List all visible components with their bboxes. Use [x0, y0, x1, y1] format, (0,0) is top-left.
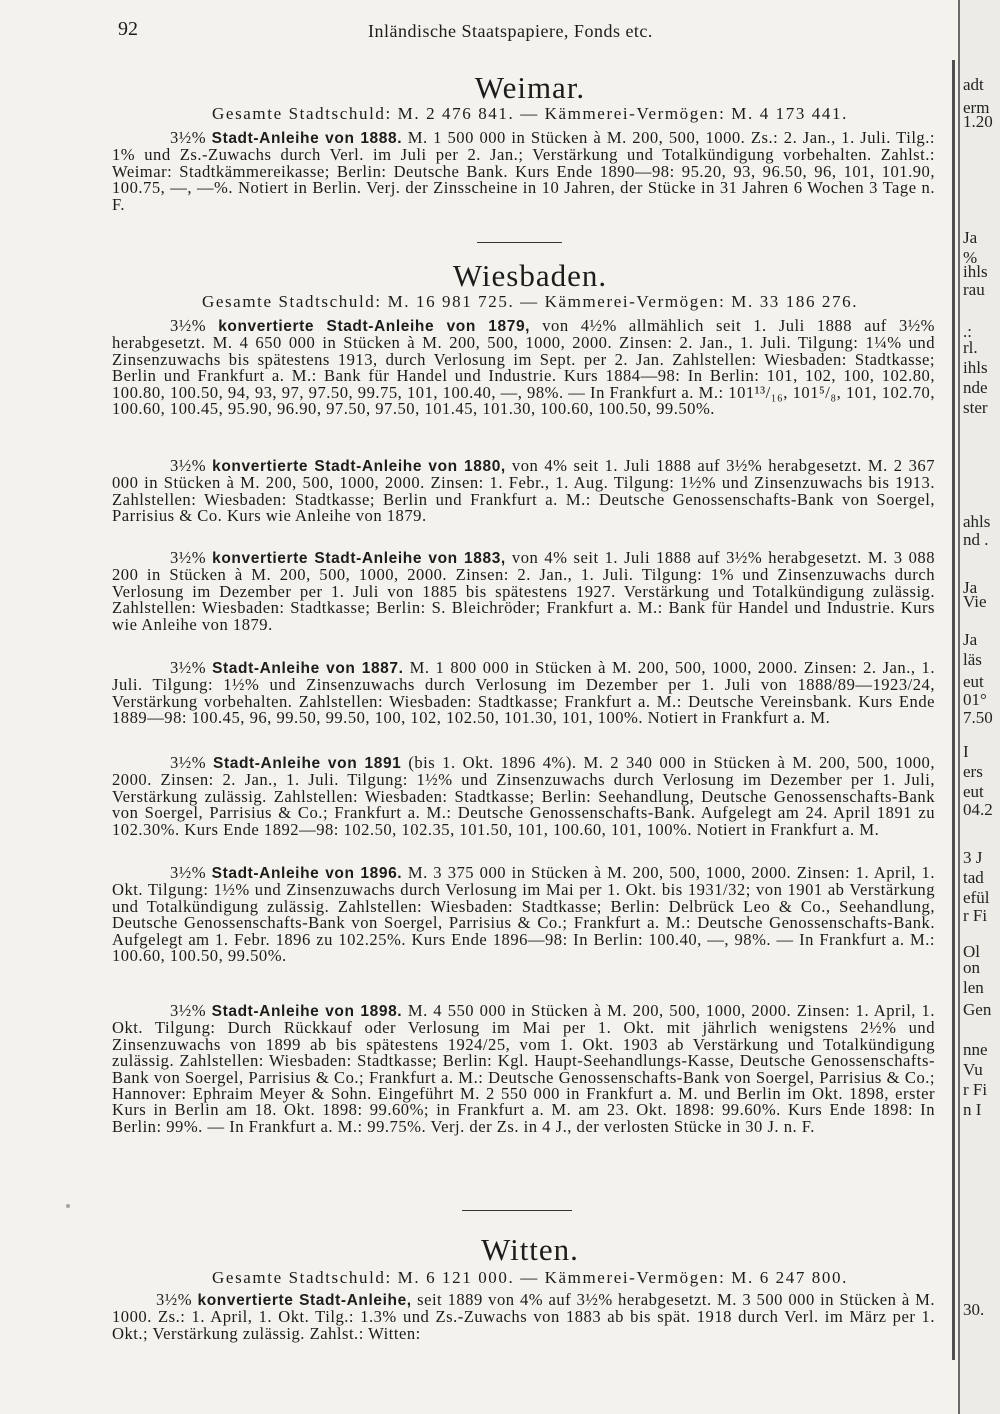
- debt-summary-witten: Gesamte Stadtschuld: M. 6 121 000. — Kämmerei-Vermögen: M. 6 247 800.: [212, 1268, 848, 1287]
- adjacent-page-fragment: nde: [963, 378, 988, 397]
- loan-title: Stadt-Anleihe von 1891: [213, 755, 402, 772]
- adjacent-page-fragment: erm: [963, 98, 990, 117]
- interest-rate: 3½%: [156, 1290, 193, 1309]
- adjacent-page-fragment: nne: [963, 1040, 988, 1059]
- loan-entry: [112, 130, 935, 213]
- section-title-wiesbaden: Wiesbaden.: [452, 258, 608, 293]
- section-divider: [462, 1210, 572, 1211]
- debt-summary-wiesbaden: Gesamte Stadtschuld: M. 16 981 725. — Kämmerei-Vermögen: M. 33 186 276.: [201, 292, 859, 311]
- adjacent-page-fragment: ster: [963, 398, 988, 417]
- loan-details: M. 3 375 000 in Stücken à M. 200, 500, 1000, 2000. Zinsen: 1. April, 1. Okt. Tilgung: 1½% und Zinsenzuwachs durch Verlosung im Mai per 1. Okt. bis 1931/32; von 1901 ab Verstärkung und Totalkündigung zulässig. Zahlstellen: Wiesbaden: Stadtkasse; Berlin: Delbrück Leo & Co., Seehandlung, Deutsche Genossenschafts-Bank von Soergel, Parrisius & Co.; Frankfurt a. M.: Deutsche Genossenschafts-Bank. Aufgelegt am 1. Febr. 1896 zu 102.25%. Kurs Ende 1896—98: In Berlin: 100.40, —, 98%. — In Frankfurt a. M.: 100.60, 100.50, 99.50%.: [112, 863, 935, 966]
- loan-details: seit 1889 von 4% auf 3½% herabgesetzt. M. 3 500 000 in Stücken à M. 1000. Zs.: 1. April, 1. Okt. Tilg.: 1.3% und Zs.-Zuwachs von 1883 ab bis spät. 1918 durch Verl. im März per 1. Okt.; Verstärkung zulässig. Zahlst.: Witten:: [112, 1290, 935, 1343]
- adjacent-page-fragment: ahls: [963, 512, 991, 531]
- interest-rate: 3½%: [170, 128, 207, 147]
- interest-rate: 3½%: [170, 456, 207, 475]
- loan-entry: [112, 1003, 935, 1135]
- loan-title: konvertierte Stadt-Anleihe von 1880,: [212, 458, 506, 475]
- loan-details: von 4½% allmählich seit 1. Juli 1888 auf 3½% herabgesetzt. M. 4 650 000 in Stücken à M. 200, 500, 1000, 2000. Zinsen: 2. Jan., 1. Juli. Tilgung: 1¼% und Zinsenzuwachs bis spätestens 1913, durch Verlosung im Sept. per 2. Jan. Zahlstellen: Wiesbaden: Stadtkasse; Berlin und Frankfurt a. M.: Bank für Handel und Industrie. Kurs 1884—98: In Berlin: 101, 102, 100, 102.80, 100.80, 100.50, 94, 93, 97, 97.50, 99.75, 101, 100.40, —, 98%. — In Frankfurt a. M.: 101¹³/₁₆, 101⁵/₈, 101, 102.70, 100.60, 100.45, 95.90, 96.90, 97.50, 97.50, 101.45, 101.30, 100.60, 100.50, 99.50%.: [112, 316, 936, 419]
- adjacent-page-fragment: tad: [963, 868, 984, 887]
- interest-rate: 3½%: [170, 863, 207, 882]
- running-header: [118, 18, 958, 48]
- adjacent-page-fragment: 04.2: [963, 800, 993, 819]
- loan-title: Stadt-Anleihe von 1896.: [211, 865, 403, 882]
- adjacent-page-fragment: Vie: [963, 592, 987, 611]
- adjacent-page-fragment: 01°: [963, 690, 987, 709]
- adjacent-page-fragment: nd .: [963, 530, 989, 549]
- page-number: 92: [118, 18, 138, 40]
- section-title-weimar: Weimar.: [474, 70, 586, 105]
- adjacent-page-fragment: rl.: [963, 338, 978, 357]
- adjacent-page-fragment: eut: [963, 672, 984, 691]
- loan-details: von 4% seit 1. Juli 1888 auf 3½% herabgesetzt. M. 2 367 000 in Stücken à M. 200, 500, 1000, 2000. Zinsen: 1. Febr., 1. Aug. Tilgung: 1½% und Zinsenzuwachs bis 1913. Zahlstellen: Wiesbaden: Stadtkasse; Berlin und Frankfurt a. M.: Deutsche Genossenschafts-Bank von Soergel, Parrisius & Co. Kurs wie Anleihe von 1879.: [112, 456, 936, 526]
- loan-details: M. 4 550 000 in Stücken à M. 200, 500, 1000, 2000. Zinsen: 1. April, 1. Okt. Tilgung: Durch Rückkauf oder Verlosung im Mai per 1. Okt. mit jährlich wenigstens 2½% und Zinsenzuwachs von 1899 ab bis spätestens 1924/25, vom 1. Okt. 1903 ab Verstärkung und Totalkündigung zulässig. Zahlstellen: Wiesbaden: Stadtkasse; Berlin: Kgl. Haupt-Seehandlungs-Kasse, Deutsche Genossenschafts-Bank von Soergel, Parrisius & Co.; Frankfurt a. M.: Deutsche Genossenschafts-Bank von Soergel, Parrisius & Co.; Hannover: Ephraim Meyer & Sohn. Eingeführt M. 2 550 000 in Frankfurt a. M. und Berlin im Okt. 1898, erster Kurs in Berlin am 18. Okt. 1898: 99.60%; in Frankfurt a. M. am 23. Okt. 1898: 99.60%. Kurs Ende 1898: In Berlin: 99%. — In Frankfurt a. M.: 99.75%. Verj. der Zs. in 4 J., der verlosten Stücke in 30 J. n. F.: [112, 1001, 935, 1136]
- loan-details: M. 1 800 000 in Stücken à M. 200, 500, 1000, 2000. Zinsen: 2. Jan., 1. Juli. Tilgung: 1½% und Zinsenzuwachs durch Verlosung im Dezember per 1. Juli von 1888/89—1923/24, Verstärkung vorbehalten. Zahlstellen: Wiesbaden: Stadtkasse; Frankfurt a. M.: Deutsche Vereinsbank. Kurs Ende 1889—98: 100.45, 96, 99.50, 99.50, 100, 102, 102.50, 101.30, 101, 100%. Notiert in Frankfurt a. M.: [112, 658, 935, 728]
- loan-title: konvertierte Stadt-Anleihe,: [197, 1292, 412, 1309]
- loan-entry: [112, 755, 935, 838]
- adjacent-page-fragment: Ol: [963, 942, 980, 961]
- loan-details: von 4% seit 1. Juli 1888 auf 3½% herabgesetzt. M. 3 088 200 in Stücken à M. 200, 500, 1000, 2000. Zinsen: 2. Jan., 1. Juli. Tilgung: 1% und Zinsenzuwachs durch Verlosung im Dezember per 1. Juli von 1885 bis spätestens 1927. Verstärkung und Totalkündigung zulässig. Zahlstellen: Wiesbaden: Stadtkasse; Berlin: S. Bleichröder; Frankfurt a. M.: Bank für Handel und Industrie. Kurs wie Anleihe von 1879.: [112, 548, 936, 634]
- adjacent-page-fragment: eut: [963, 782, 984, 801]
- loan-title: Stadt-Anleihe von 1898.: [211, 1003, 403, 1020]
- section-divider: [477, 242, 562, 243]
- loan-title: konvertierte Stadt-Anleihe von 1879,: [218, 318, 531, 335]
- adjacent-page-fragment: Vu: [963, 1060, 983, 1079]
- adjacent-page-fragment: r Fi: [963, 1080, 988, 1099]
- loan-entry: [112, 660, 935, 727]
- loan-title: konvertierte Stadt-Anleihe von 1883,: [212, 550, 506, 567]
- adjacent-page-fragment: 1.20: [963, 112, 993, 131]
- adjacent-page-fragment: rau: [963, 280, 985, 299]
- loan-entry: [112, 865, 935, 964]
- paper-speck: [66, 1204, 70, 1208]
- adjacent-page-fragment: %: [963, 248, 978, 267]
- running-title: Inländische Staatspapiere, Fonds etc.: [368, 21, 653, 41]
- adjacent-page-fragment: 30.: [963, 1300, 985, 1319]
- loan-details: (bis 1. Okt. 1896 4%). M. 2 340 000 in Stücken à M. 200, 500, 1000, 2000. Zinsen: 2. Jan., 1. Juli. Tilgung: 1½% und Zinsenzuwachs durch Verlosung im Dezember per 1. Juli, Verstärkung zulässig. Zahlstellen: Wiesbaden: Stadtkasse; Berlin: Seehandlung, Deutsche Genossenschafts-Bank von Soergel, Parrisius & Co.; Frankfurt a. M.: Deutsche Genossenschafts-Bank. Aufgelegt am 24. April 1891 zu 102.30%. Kurs Ende 1892—98: 102.50, 102.35, 101.50, 101, 100.60, 101, 100%. Notiert in Frankfurt a. M.: [112, 753, 935, 839]
- loan-details: M. 1 500 000 in Stücken à M. 200, 500, 1000. Zs.: 2. Jan., 1. Juli. Tilg.: 1% und Zs.-Zuwachs durch Verl. im Juli per 2. Jan.; Verstärkung und Totalkündigung vorbehalten. Zahlst.: Weimar: Stadtkämmereikasse; Berlin: Deutsche Bank. Kurs Ende 1890—98: 95.20, 93, 96.50, 96, 101, 101.90, 100.75, —, —%. Notiert in Berlin. Verj. der Zinsscheine in 10 Jahren, der Stücke in 31 Jahren 6 Wochen 3 Tage n. F.: [112, 128, 935, 214]
- interest-rate: 3½%: [170, 548, 207, 567]
- adjacent-page-fragment: ihls: [963, 262, 988, 281]
- loan-entry: [112, 318, 935, 417]
- adjacent-page-fragment: läs: [963, 650, 982, 669]
- adjacent-page-fragment: efül: [963, 888, 990, 907]
- interest-rate: 3½%: [170, 1001, 207, 1020]
- adjacent-page-fragment: 3 J: [963, 848, 983, 867]
- adjacent-page-fragment: 7.50: [963, 708, 993, 727]
- page-gutter: [952, 60, 955, 1360]
- loan-entry: [112, 1292, 935, 1342]
- adjacent-page-edge: [958, 0, 1000, 1414]
- adjacent-page-fragment: ers: [963, 762, 983, 781]
- adjacent-page-fragment: Ja: [963, 578, 978, 597]
- adjacent-page-fragment: I: [963, 742, 969, 761]
- adjacent-page-fragment: .:: [963, 322, 972, 341]
- adjacent-page-fragment: n I: [963, 1100, 982, 1119]
- interest-rate: 3½%: [170, 658, 207, 677]
- adjacent-page-fragment: Ja: [963, 630, 978, 649]
- adjacent-page-fragment: adt: [963, 75, 984, 94]
- adjacent-page-fragment: Ja: [963, 228, 978, 247]
- interest-rate: 3½%: [170, 316, 207, 335]
- adjacent-page-fragment: len: [963, 978, 984, 997]
- adjacent-page-fragment: ihls: [963, 358, 988, 377]
- section-title-witten: Witten.: [481, 1232, 579, 1267]
- adjacent-page-fragment: r Fi: [963, 906, 988, 925]
- loan-entry: [112, 458, 935, 525]
- interest-rate: 3½%: [170, 753, 207, 772]
- debt-summary-weimar: Gesamte Stadtschuld: M. 2 476 841. — Kämmerei-Vermögen: M. 4 173 441.: [212, 104, 848, 123]
- adjacent-page-fragment: Gen: [963, 1000, 992, 1019]
- adjacent-page-fragment: on: [963, 958, 980, 977]
- loan-title: Stadt-Anleihe von 1887.: [212, 660, 404, 677]
- loan-entry: [112, 550, 935, 633]
- loan-title: Stadt-Anleihe von 1888.: [211, 130, 403, 147]
